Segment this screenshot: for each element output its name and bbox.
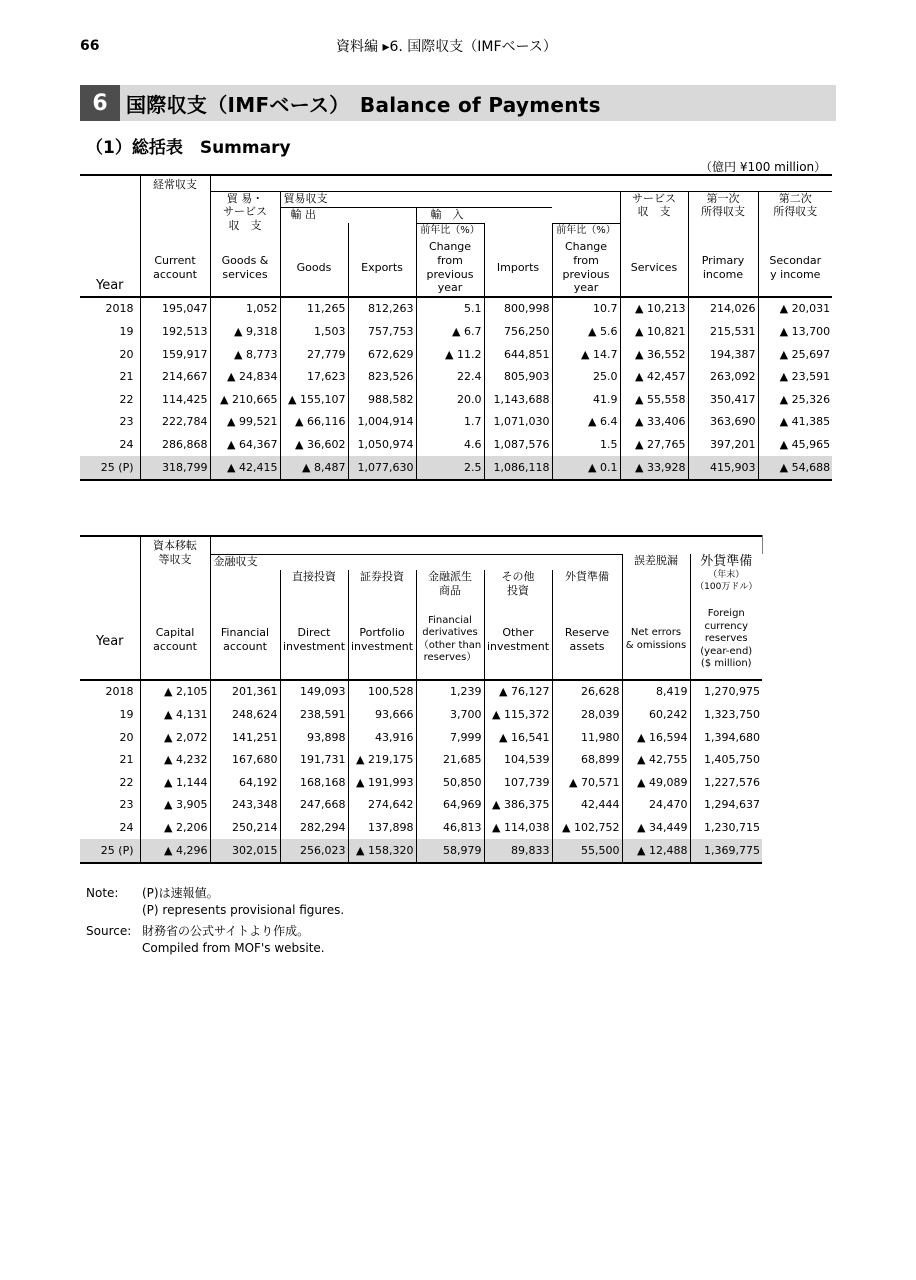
header-capital-jp: 資本移転 等収支: [140, 536, 210, 600]
data-cell: 350,417: [688, 388, 758, 411]
data-cell: 41.9: [552, 388, 620, 411]
row-year: 22: [119, 392, 134, 406]
table-row: [80, 680, 762, 704]
data-cell: 7,999: [416, 726, 484, 749]
summary-table-body: [80, 297, 832, 480]
data-cell: 214,667: [140, 366, 210, 389]
row-year: 24: [119, 820, 134, 834]
table-row: [80, 456, 832, 480]
data-cell: 141,251: [210, 726, 280, 749]
data-cell: 1.5: [552, 434, 620, 457]
data-cell: 757,753: [348, 321, 416, 344]
source-jp: 財務省の公式サイトより作成。: [142, 924, 310, 938]
data-cell: 11,265: [280, 297, 348, 321]
header-import-change-jp: 前年比（%）: [552, 223, 620, 239]
data-cell: 26,628: [552, 680, 622, 704]
header-trade-jp: 貿易収支: [280, 191, 620, 207]
row-year: 19: [119, 325, 134, 339]
data-cell: 248,624: [210, 704, 280, 727]
header-derivatives-jp: 金融派生 商品: [416, 570, 484, 600]
unit-label: （億円 ¥100 million）: [700, 160, 827, 174]
data-cell: 1.7: [416, 411, 484, 434]
data-cell: 64,192: [210, 771, 280, 794]
data-cell: ▲ 158,320: [348, 839, 416, 863]
data-cell: 1,294,637: [690, 794, 762, 817]
data-cell: 107,739: [484, 771, 552, 794]
data-cell: ▲ 155,107: [280, 388, 348, 411]
data-cell: ▲ 36,552: [620, 343, 688, 366]
data-cell: ▲ 2,072: [140, 726, 210, 749]
data-cell: 243,348: [210, 794, 280, 817]
row-year: 24: [119, 437, 134, 451]
data-cell: 22.4: [416, 366, 484, 389]
data-cell: 1,369,775: [690, 839, 762, 863]
table-row: [80, 434, 832, 457]
data-cell: 1,086,118: [484, 456, 552, 480]
data-cell: 167,680: [210, 749, 280, 772]
header-services-jp: サービス 収 支: [620, 191, 688, 223]
header-reserve-en: Reserve assets: [552, 600, 622, 680]
data-cell: ▲ 34,449: [622, 817, 690, 840]
data-cell: ▲ 66,116: [280, 411, 348, 434]
data-cell: ▲ 70,571: [552, 771, 622, 794]
section-title-bar: [80, 85, 836, 121]
header-other-en: Other investment: [484, 600, 552, 680]
data-cell: 20.0: [416, 388, 484, 411]
data-cell: ▲ 36,602: [280, 434, 348, 457]
data-cell: 2.5: [416, 456, 484, 480]
data-cell: 238,591: [280, 704, 348, 727]
header-goods-services-jp: 貿 易・ サービス 収 支: [210, 191, 280, 239]
data-cell: 214,026: [688, 297, 758, 321]
data-cell: 25.0: [552, 366, 620, 389]
data-cell: 89,833: [484, 839, 552, 863]
header-export-change-jp: 前年比（%）: [416, 223, 484, 239]
header-portfolio-en: Portfolio investment: [348, 600, 416, 680]
data-cell: 68,899: [552, 749, 622, 772]
data-cell: 812,263: [348, 297, 416, 321]
header-imports-jp: 輸 入: [416, 207, 552, 223]
data-cell: ▲ 6.7: [416, 321, 484, 344]
data-cell: ▲ 10,213: [620, 297, 688, 321]
header-reserve-jp: 外貨準備: [552, 570, 622, 600]
data-cell: 1,077,630: [348, 456, 416, 480]
header-primary-en: Primary income: [688, 239, 758, 297]
data-cell: 159,917: [140, 343, 210, 366]
data-cell: ▲ 2,206: [140, 817, 210, 840]
data-cell: ▲ 4,296: [140, 839, 210, 863]
data-cell: 137,898: [348, 817, 416, 840]
data-cell: 1,270,975: [690, 680, 762, 704]
data-cell: 247,668: [280, 794, 348, 817]
header-other-jp: その他 投資: [484, 570, 552, 600]
data-cell: ▲ 23,591: [758, 366, 832, 389]
header-derivatives-en: Financial derivatives （other than reserves）: [416, 600, 484, 680]
data-cell: 5.1: [416, 297, 484, 321]
table-row: [80, 321, 832, 344]
data-cell: 195,047: [140, 297, 210, 321]
data-cell: ▲ 219,175: [348, 749, 416, 772]
data-cell: ▲ 115,372: [484, 704, 552, 727]
header-direct-jp: 直接投資: [280, 570, 348, 600]
data-cell: ▲ 11.2: [416, 343, 484, 366]
header-imports: Imports: [484, 239, 552, 297]
data-cell: 3,700: [416, 704, 484, 727]
data-cell: 805,903: [484, 366, 552, 389]
data-cell: ▲ 41,385: [758, 411, 832, 434]
data-cell: 43,916: [348, 726, 416, 749]
row-year: 23: [119, 798, 134, 812]
data-cell: ▲ 16,594: [622, 726, 690, 749]
row-year: 25 (P): [80, 839, 140, 863]
data-cell: 274,642: [348, 794, 416, 817]
header-exports-jp: 輸 出: [280, 207, 416, 223]
header-import-change-en: Change from previous year: [552, 239, 620, 297]
row-year: 25 (P): [80, 456, 140, 480]
data-cell: 104,539: [484, 749, 552, 772]
row-year: 20: [119, 730, 134, 744]
data-cell: 58,979: [416, 839, 484, 863]
data-cell: 1,071,030: [484, 411, 552, 434]
header-portfolio-jp: 証券投資: [348, 570, 416, 600]
data-cell: 644,851: [484, 343, 552, 366]
section-title: 国際収支（IMFベース） Balance of Payments: [126, 92, 601, 117]
data-cell: 282,294: [280, 817, 348, 840]
financial-table-body: [80, 680, 762, 863]
summary-table: [80, 174, 832, 481]
data-cell: ▲ 114,038: [484, 817, 552, 840]
running-header: 資料編 ▸6. 国際収支（IMFベース）: [336, 39, 557, 55]
header-goods: Goods: [280, 239, 348, 297]
data-cell: 256,023: [280, 839, 348, 863]
data-cell: 1,143,688: [484, 388, 552, 411]
data-cell: 149,093: [280, 680, 348, 704]
data-cell: ▲ 55,558: [620, 388, 688, 411]
data-cell: 8,419: [622, 680, 690, 704]
data-cell: 201,361: [210, 680, 280, 704]
note-line-2: [86, 903, 344, 917]
data-cell: 215,531: [688, 321, 758, 344]
data-cell: 93,666: [348, 704, 416, 727]
data-cell: 988,582: [348, 388, 416, 411]
data-cell: ▲ 10,821: [620, 321, 688, 344]
table-row: [80, 343, 832, 366]
data-cell: 263,092: [688, 366, 758, 389]
data-cell: 93,898: [280, 726, 348, 749]
data-cell: 168,168: [280, 771, 348, 794]
header-current-en: Current account: [140, 239, 210, 297]
data-cell: ▲ 9,318: [210, 321, 280, 344]
data-cell: 46,813: [416, 817, 484, 840]
data-cell: ▲ 5.6: [552, 321, 620, 344]
data-cell: ▲ 8,773: [210, 343, 280, 366]
header-direct-en: Direct investment: [280, 600, 348, 680]
data-cell: 1,230,715: [690, 817, 762, 840]
data-cell: 286,868: [140, 434, 210, 457]
data-cell: ▲ 27,765: [620, 434, 688, 457]
data-cell: 1,087,576: [484, 434, 552, 457]
data-cell: ▲ 102,752: [552, 817, 622, 840]
data-cell: ▲ 76,127: [484, 680, 552, 704]
data-cell: 28,039: [552, 704, 622, 727]
row-year: 22: [119, 775, 134, 789]
data-cell: 27,779: [280, 343, 348, 366]
data-cell: 21,685: [416, 749, 484, 772]
data-cell: ▲ 210,665: [210, 388, 280, 411]
table-row: [80, 366, 832, 389]
data-cell: ▲ 4,131: [140, 704, 210, 727]
financial-table: [80, 535, 762, 864]
table-row: [80, 388, 832, 411]
header-current-jp: 経常収支: [140, 175, 210, 207]
data-cell: 415,903: [688, 456, 758, 480]
data-cell: ▲ 25,326: [758, 388, 832, 411]
data-cell: ▲ 12,488: [622, 839, 690, 863]
data-cell: 318,799: [140, 456, 210, 480]
note-en: (P) represents provisional figures.: [142, 903, 345, 917]
header-services: Services: [620, 239, 688, 297]
summary-table-header: [80, 175, 832, 297]
row-year: 21: [119, 370, 134, 384]
row-year: 23: [119, 415, 134, 429]
header-goods-services-en: Goods & services: [210, 239, 280, 297]
data-cell: 1,405,750: [690, 749, 762, 772]
note-jp: (P)は速報値。: [142, 886, 219, 900]
header-secondary-jp: 第二次 所得収支: [758, 191, 832, 223]
row-year: 21: [119, 753, 134, 767]
page-number: 66: [80, 38, 100, 54]
data-cell: 1,052: [210, 297, 280, 321]
note-line-1: [86, 884, 219, 901]
data-cell: 1,503: [280, 321, 348, 344]
data-cell: 672,629: [348, 343, 416, 366]
data-cell: ▲ 42,755: [622, 749, 690, 772]
data-cell: ▲ 49,089: [622, 771, 690, 794]
data-cell: 191,731: [280, 749, 348, 772]
data-cell: 194,387: [688, 343, 758, 366]
source-label: Source:: [86, 924, 132, 938]
data-cell: ▲ 99,521: [210, 411, 280, 434]
header-forex-jp: 外貨準備 （年末） （100万ドル）: [690, 554, 762, 600]
data-cell: ▲ 25,697: [758, 343, 832, 366]
data-cell: ▲ 42,457: [620, 366, 688, 389]
data-cell: 302,015: [210, 839, 280, 863]
data-cell: 756,250: [484, 321, 552, 344]
table-row: [80, 749, 762, 772]
header-export-change-en: Change from previous year: [416, 239, 484, 297]
data-cell: 50,850: [416, 771, 484, 794]
table-row: [80, 771, 762, 794]
section-number: 6: [80, 85, 120, 121]
data-cell: 1,394,680: [690, 726, 762, 749]
data-cell: 397,201: [688, 434, 758, 457]
header-year: Year: [96, 278, 124, 293]
header-errors-jp: 誤差脱漏: [622, 554, 690, 600]
data-cell: ▲ 13,700: [758, 321, 832, 344]
data-cell: 42,444: [552, 794, 622, 817]
data-cell: ▲ 54,688: [758, 456, 832, 480]
header-exports: Exports: [348, 239, 416, 297]
row-year: 2018: [80, 297, 140, 321]
data-cell: ▲ 20,031: [758, 297, 832, 321]
source-line-2: [86, 941, 325, 955]
data-cell: ▲ 1,144: [140, 771, 210, 794]
source-en: Compiled from MOF's website.: [142, 941, 325, 955]
data-cell: 222,784: [140, 411, 210, 434]
data-cell: 1,239: [416, 680, 484, 704]
row-year: 20: [119, 347, 134, 361]
data-cell: ▲ 6.4: [552, 411, 620, 434]
data-cell: 800,998: [484, 297, 552, 321]
header-secondary-en: Secondar y income: [758, 239, 832, 297]
data-cell: ▲ 24,834: [210, 366, 280, 389]
data-cell: 363,690: [688, 411, 758, 434]
data-cell: ▲ 8,487: [280, 456, 348, 480]
header-primary-jp: 第一次 所得収支: [688, 191, 758, 223]
data-cell: ▲ 0.1: [552, 456, 620, 480]
financial-table-header: [80, 536, 762, 680]
subtitle: （1）総括表 Summary: [86, 138, 291, 158]
data-cell: ▲ 42,415: [210, 456, 280, 480]
data-cell: ▲ 3,905: [140, 794, 210, 817]
header-financial-jp: 金融収支: [210, 554, 622, 570]
data-cell: 114,425: [140, 388, 210, 411]
data-cell: ▲ 14.7: [552, 343, 620, 366]
table-row: [80, 297, 832, 321]
data-cell: ▲ 45,965: [758, 434, 832, 457]
row-year: 19: [119, 708, 134, 722]
data-cell: 17,623: [280, 366, 348, 389]
data-cell: ▲ 2,105: [140, 680, 210, 704]
data-cell: ▲ 64,367: [210, 434, 280, 457]
data-cell: 55,500: [552, 839, 622, 863]
data-cell: ▲ 33,406: [620, 411, 688, 434]
table-row: [80, 726, 762, 749]
data-cell: ▲ 33,928: [620, 456, 688, 480]
note-label: Note:: [86, 886, 119, 900]
data-cell: 1,050,974: [348, 434, 416, 457]
data-cell: 192,513: [140, 321, 210, 344]
data-cell: 4.6: [416, 434, 484, 457]
data-cell: 60,242: [622, 704, 690, 727]
row-year: 2018: [80, 680, 140, 704]
header-year-2: Year: [96, 634, 124, 649]
data-cell: 250,214: [210, 817, 280, 840]
data-cell: ▲ 4,232: [140, 749, 210, 772]
data-cell: ▲ 386,375: [484, 794, 552, 817]
data-cell: ▲ 16,541: [484, 726, 552, 749]
header-errors-en: Net errors & omissions: [622, 600, 690, 680]
header-capital-en: Capital account: [140, 600, 210, 680]
data-cell: 100,528: [348, 680, 416, 704]
table-row: [80, 704, 762, 727]
table-row: [80, 411, 832, 434]
source-line-1: [86, 922, 309, 939]
data-cell: 10.7: [552, 297, 620, 321]
data-cell: 24,470: [622, 794, 690, 817]
table-row: [80, 794, 762, 817]
data-cell: 64,969: [416, 794, 484, 817]
table-row: [80, 839, 762, 863]
data-cell: 1,004,914: [348, 411, 416, 434]
data-cell: 1,323,750: [690, 704, 762, 727]
data-cell: 1,227,576: [690, 771, 762, 794]
header-financial-en: Financial account: [210, 600, 280, 680]
table-row: [80, 817, 762, 840]
data-cell: ▲ 191,993: [348, 771, 416, 794]
data-cell: 11,980: [552, 726, 622, 749]
data-cell: 823,526: [348, 366, 416, 389]
header-forex-en: Foreign currency reserves (year-end) ($ million): [690, 600, 762, 680]
